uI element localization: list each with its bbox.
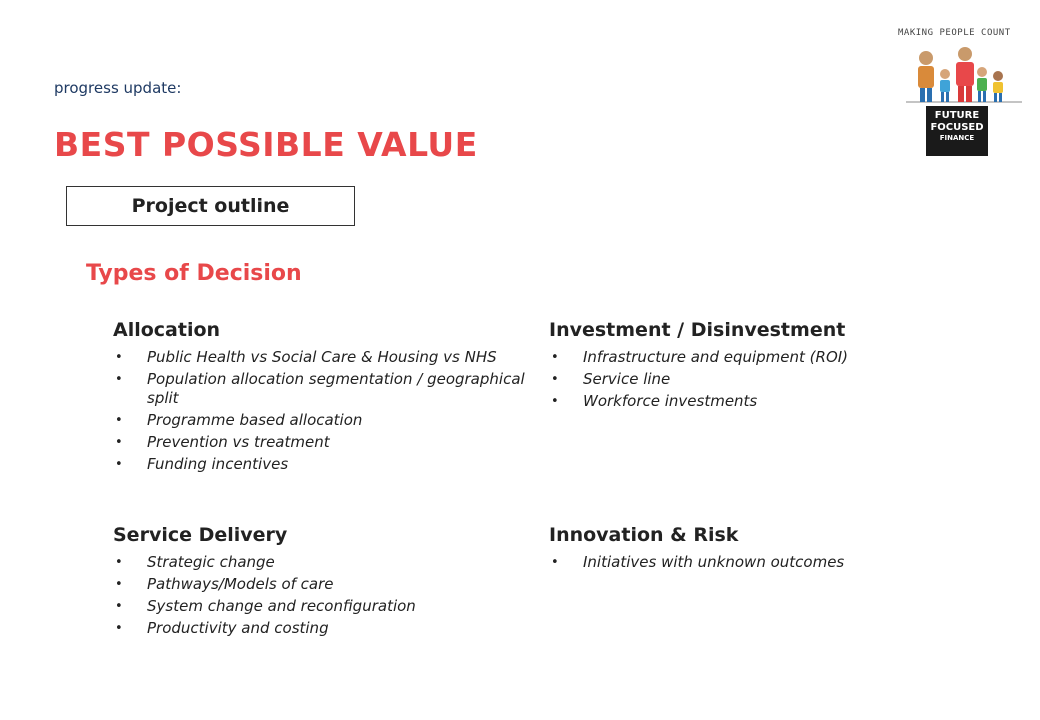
list-item: • Infrastructure and equipment (ROI) (549, 348, 979, 367)
innovation-risk-column (549, 524, 979, 575)
investment-title: Investment / Disinvestment (549, 319, 846, 341)
list-item: • Productivity and costing (113, 619, 543, 638)
logo-tagline (898, 28, 1024, 38)
list-item: • Prevention vs treatment (113, 433, 543, 452)
subtitle: progress update: (54, 79, 182, 97)
investment-column (549, 319, 979, 414)
list-item: • Programme based allocation (113, 411, 543, 430)
service-delivery-column (113, 524, 543, 641)
list-item: • Population allocation segmentation / geographical split (113, 370, 543, 408)
project-outline-label: Project outline (131, 195, 290, 217)
logo-badge-line: FINANCE (939, 134, 975, 142)
logo-word: COUNT (981, 28, 1011, 38)
innovation-risk-list (549, 553, 979, 572)
list-item: • Initiatives with unknown outcomes (549, 553, 979, 572)
service-delivery-title: Service Delivery (113, 524, 288, 546)
investment-list (549, 348, 979, 411)
allocation-column (113, 319, 543, 477)
list-item: • Public Health vs Social Care & Housing vs NHS (113, 348, 543, 367)
service-delivery-list (113, 553, 543, 638)
list-item: • Pathways/Models of care (113, 575, 543, 594)
allocation-list (113, 348, 543, 474)
list-item: • Strategic change (113, 553, 543, 572)
list-item: • Workforce investments (549, 392, 979, 411)
innovation-risk-title: Innovation & Risk (549, 524, 739, 546)
logo-word: MAKING (898, 28, 934, 38)
allocation-title: Allocation (113, 319, 221, 341)
logo-badge-line: FOCUSED (930, 122, 984, 133)
logo-word: PEOPLE (939, 28, 976, 38)
section-heading: Types of Decision (86, 261, 302, 286)
logo (898, 28, 1024, 158)
logo-badge-line: FUTURE (934, 110, 980, 121)
project-outline-box (66, 186, 355, 226)
list-item: • Funding incentives (113, 455, 543, 474)
list-item: • System change and reconfiguration (113, 597, 543, 616)
list-item: • Service line (549, 370, 979, 389)
logo-badge (926, 106, 988, 156)
page-title: BEST POSSIBLE VALUE (54, 125, 478, 164)
